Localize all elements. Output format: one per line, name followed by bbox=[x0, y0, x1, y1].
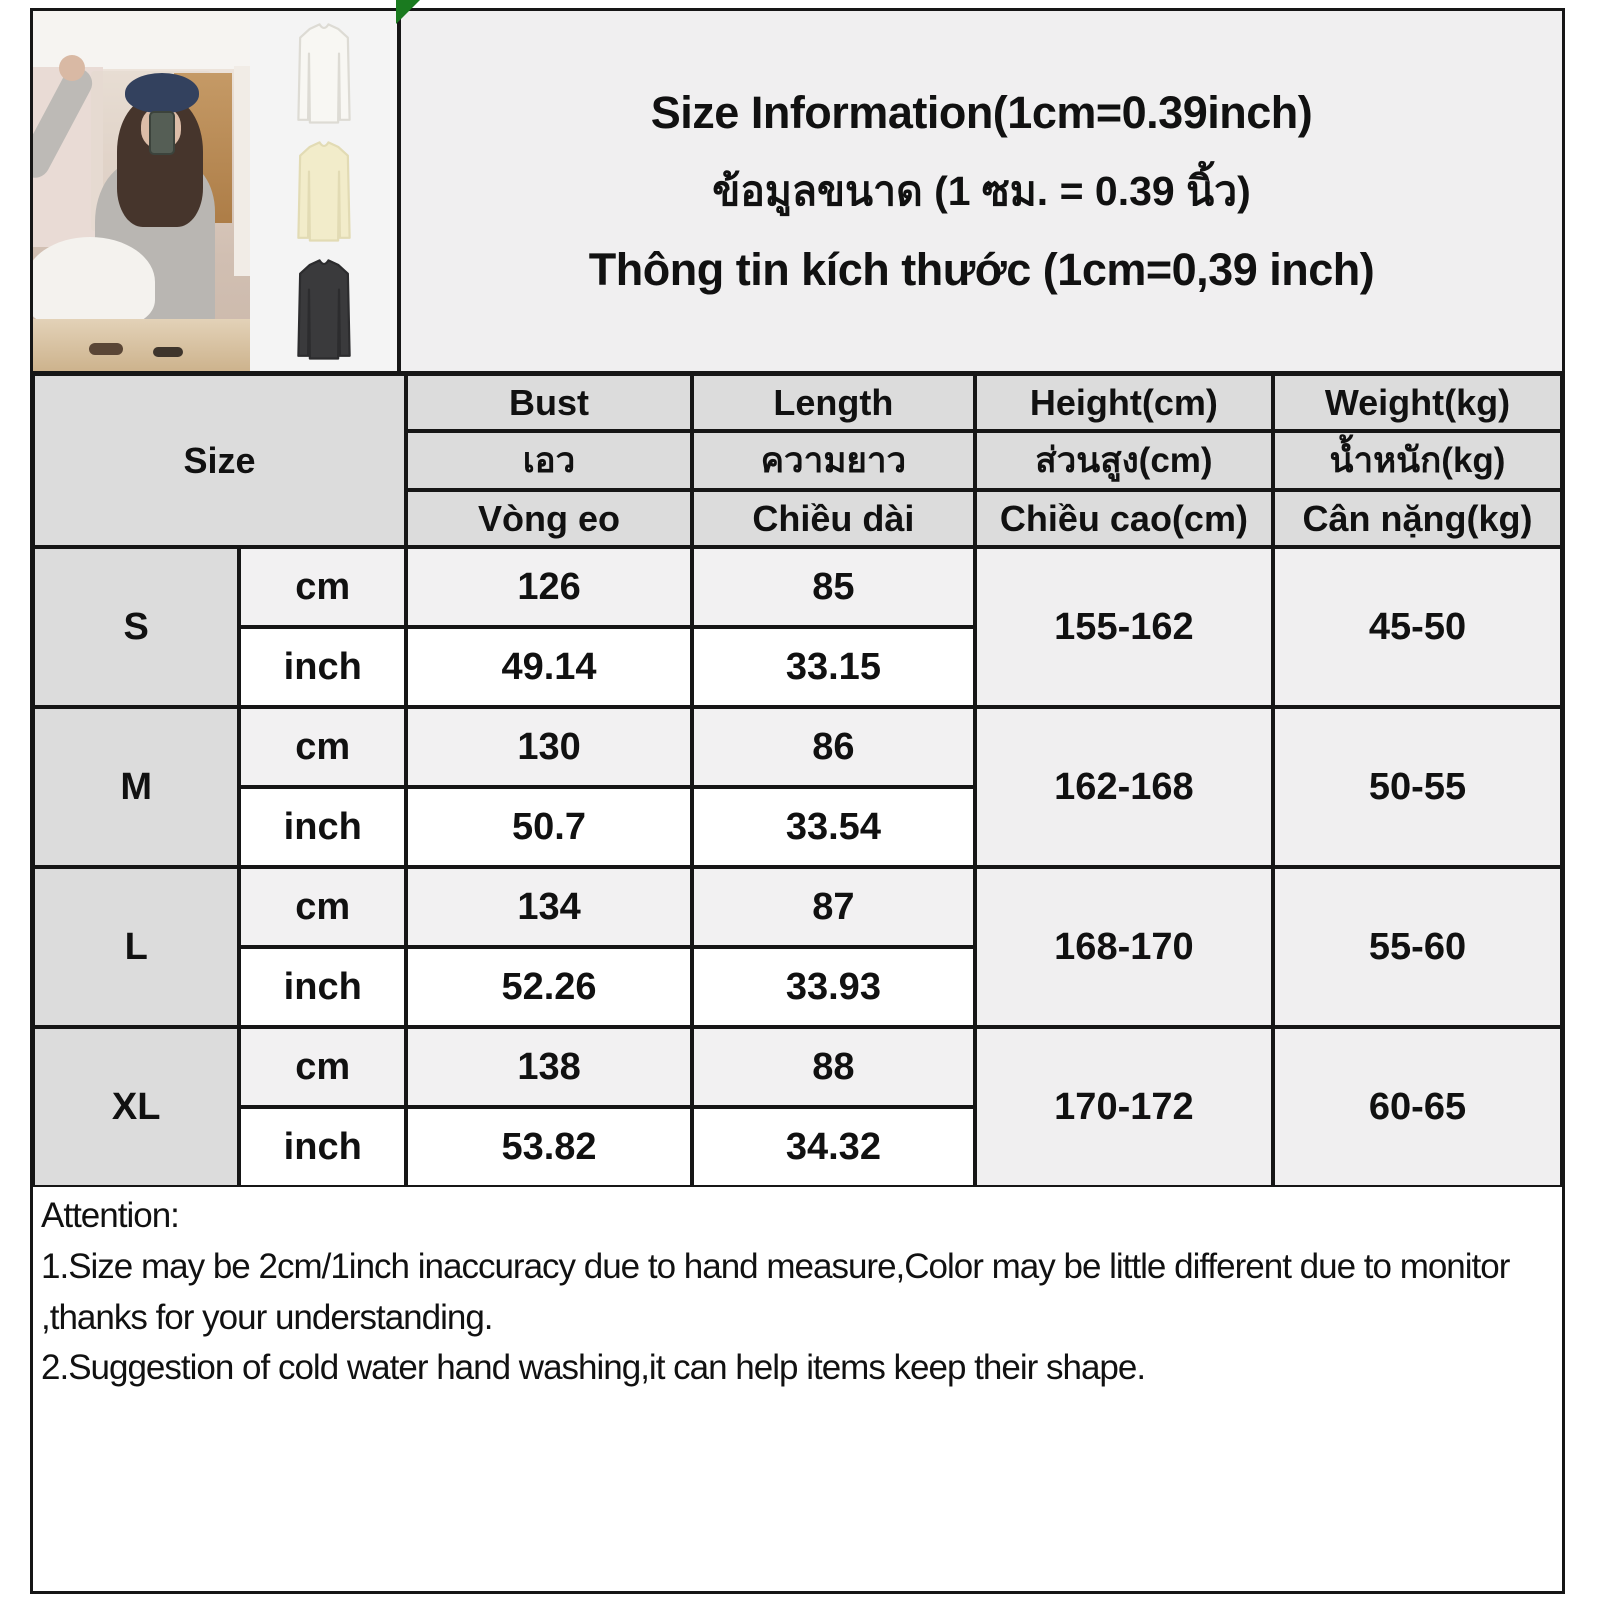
photo-shoe bbox=[89, 343, 123, 355]
size-chart-sheet bbox=[30, 8, 1565, 1594]
shirt-shape bbox=[298, 142, 349, 240]
bust-inch-xl: 53.82 bbox=[406, 1107, 692, 1187]
length-cm-s: 85 bbox=[692, 547, 975, 627]
length-cm-m: 86 bbox=[692, 707, 975, 787]
table-row-s-cm bbox=[33, 547, 1562, 627]
weight-range-m: 50-55 bbox=[1273, 707, 1562, 867]
height-range-s: 155-162 bbox=[975, 547, 1273, 707]
photo-shoe bbox=[153, 347, 183, 357]
col-header-length-vi: Chiều dài bbox=[692, 490, 975, 547]
unit-cm: cm bbox=[239, 547, 406, 627]
bust-inch-s: 49.14 bbox=[406, 627, 692, 707]
table-row-xl-cm bbox=[33, 1027, 1562, 1107]
table-row-m-cm bbox=[33, 707, 1562, 787]
bust-cm-s: 126 bbox=[406, 547, 692, 627]
col-header-length: Length bbox=[692, 374, 975, 431]
shirt-shape bbox=[298, 260, 349, 358]
variant-cream-top bbox=[262, 135, 386, 247]
col-header-bust-vi: Vòng eo bbox=[406, 490, 692, 547]
unit-inch: inch bbox=[239, 1107, 406, 1187]
unit-cm: cm bbox=[239, 707, 406, 787]
photo-phone bbox=[149, 111, 175, 155]
photo-bathtub bbox=[33, 237, 155, 327]
length-inch-xl: 34.32 bbox=[692, 1107, 975, 1187]
photo-doorframe bbox=[234, 66, 250, 276]
bust-inch-m: 50.7 bbox=[406, 787, 692, 867]
length-cm-l: 87 bbox=[692, 867, 975, 947]
unit-inch: inch bbox=[239, 787, 406, 867]
length-inch-m: 33.54 bbox=[692, 787, 975, 867]
length-inch-s: 33.15 bbox=[692, 627, 975, 707]
model-photo bbox=[33, 11, 250, 371]
height-range-xl: 170-172 bbox=[975, 1027, 1273, 1187]
title-vietnamese: Thông tin kích thước (1cm=0,39 inch) bbox=[588, 243, 1375, 295]
attention-notes bbox=[33, 1187, 1562, 1591]
bust-cm-m: 130 bbox=[406, 707, 692, 787]
size-label-m: M bbox=[33, 707, 239, 867]
unit-cm: cm bbox=[239, 867, 406, 947]
bust-cm-l: 134 bbox=[406, 867, 692, 947]
size-label-l: L bbox=[33, 867, 239, 1027]
shirt-shape bbox=[298, 24, 349, 122]
col-header-height: Height(cm) bbox=[975, 374, 1273, 431]
shirt-icon bbox=[272, 138, 376, 244]
unit-cm: cm bbox=[239, 1027, 406, 1107]
height-range-m: 162-168 bbox=[975, 707, 1273, 867]
col-header-bust: Bust bbox=[406, 374, 692, 431]
size-information-title-box bbox=[397, 11, 1562, 371]
photo-bucket-hat bbox=[125, 73, 199, 113]
length-cm-xl: 88 bbox=[692, 1027, 975, 1107]
col-header-height-th: ส่วนสูง(cm) bbox=[975, 431, 1273, 490]
col-header-weight-th: น้ำหนัก(kg) bbox=[1273, 431, 1562, 490]
size-label-s: S bbox=[33, 547, 239, 707]
bust-inch-l: 52.26 bbox=[406, 947, 692, 1027]
size-label-xl: XL bbox=[33, 1027, 239, 1187]
variant-white-top bbox=[262, 17, 386, 129]
shirt-icon bbox=[272, 20, 376, 126]
title-english: Size Information(1cm=0.39inch) bbox=[650, 86, 1313, 138]
weight-range-s: 45-50 bbox=[1273, 547, 1562, 707]
table-row-l-cm bbox=[33, 867, 1562, 947]
unit-inch: inch bbox=[239, 947, 406, 1027]
size-corner-header: Size bbox=[33, 374, 406, 547]
col-header-height-vi: Chiều cao(cm) bbox=[975, 490, 1273, 547]
variant-black-top bbox=[262, 253, 386, 365]
col-header-weight: Weight(kg) bbox=[1273, 374, 1562, 431]
top-section bbox=[33, 11, 1562, 374]
bust-cm-xl: 138 bbox=[406, 1027, 692, 1107]
title-thai: ข้อมูลขนาด (1 ซม. = 0.39 นิ้ว) bbox=[712, 167, 1251, 214]
attention-note-2: 2.Suggestion of cold water hand washing,it can help items keep their shape. bbox=[41, 1348, 1146, 1388]
col-header-length-th: ความยาว bbox=[692, 431, 975, 490]
color-variant-thumbnails bbox=[250, 11, 397, 371]
length-inch-l: 33.93 bbox=[692, 947, 975, 1027]
attention-note-1: 1.Size may be 2cm/1inch inaccuracy due to hand measure,Color may be little different due to monitor ,thanks for your understanding. bbox=[41, 1246, 1510, 1337]
weight-range-xl: 60-65 bbox=[1273, 1027, 1562, 1187]
height-range-l: 168-170 bbox=[975, 867, 1273, 1027]
weight-range-l: 55-60 bbox=[1273, 867, 1562, 1027]
photo-hand bbox=[59, 55, 85, 81]
col-header-bust-th: เอว bbox=[406, 431, 692, 490]
unit-inch: inch bbox=[239, 627, 406, 707]
photo-counter bbox=[33, 319, 250, 371]
shirt-icon bbox=[272, 256, 376, 362]
attention-heading: Attention: bbox=[41, 1196, 179, 1235]
col-header-weight-vi: Cân nặng(kg) bbox=[1273, 490, 1562, 547]
size-table bbox=[33, 374, 1562, 1187]
header-row-english bbox=[33, 374, 1562, 431]
